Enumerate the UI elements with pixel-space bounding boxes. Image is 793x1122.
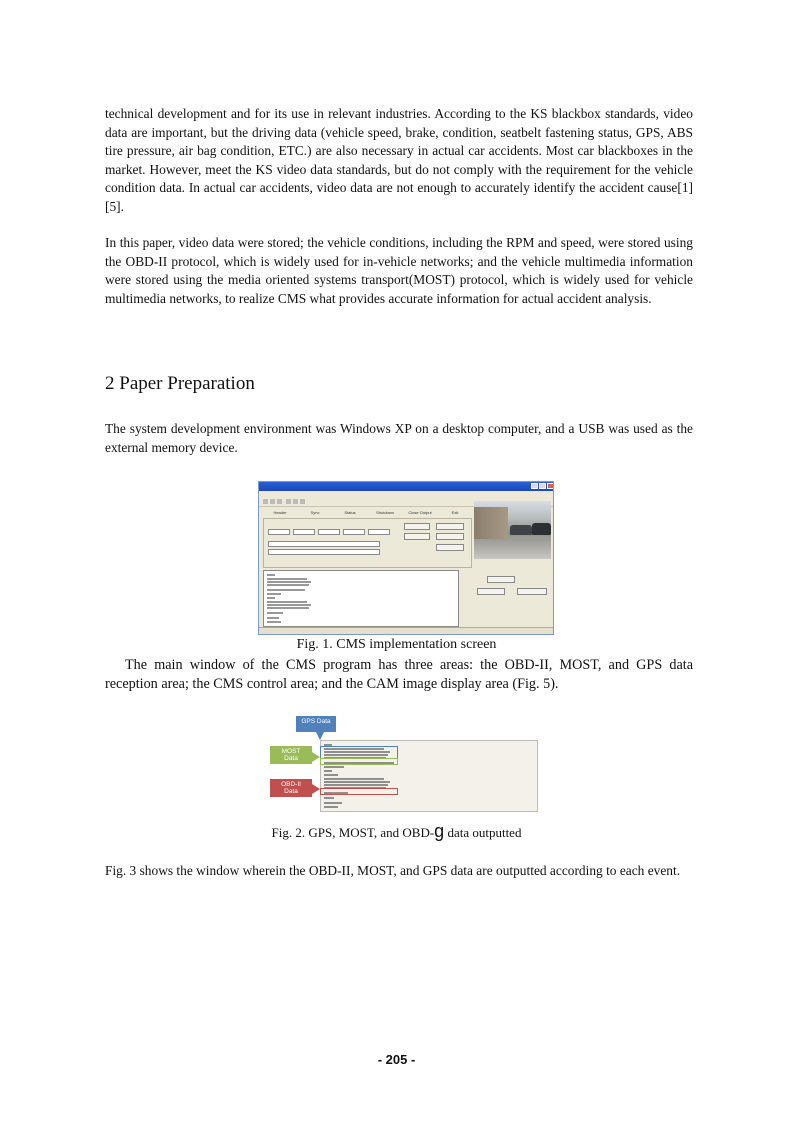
- most-label-line1: MOST: [281, 748, 301, 755]
- tab-sync: Sync: [310, 510, 320, 515]
- figure-1-caption: Fig. 1. CMS implementation screen: [296, 637, 497, 652]
- section-heading: 2 Paper Preparation: [105, 373, 255, 394]
- minimize-icon: [531, 483, 538, 489]
- close-icon: [547, 483, 554, 489]
- most-data-callout: [270, 746, 312, 764]
- figure-1-cms-screenshot: [258, 481, 554, 635]
- figure-2-caption-suffix: data outputted: [444, 825, 522, 840]
- figure-2-caption-prefix: Fig. 2. GPS, MOST, and OBD-: [271, 825, 435, 840]
- tab-header: Header: [273, 510, 287, 515]
- section-paragraph-2: The main window of the CMS program has three areas: the OBD-II, MOST, and GPS data reception area; the CMS control area; and the CAM image display area (Fig. 5).: [105, 657, 693, 692]
- section-paragraph-1: The system development environment was Windows XP on a desktop computer, and a USB was used as the external memory device.: [105, 421, 693, 455]
- action-button: [487, 576, 515, 583]
- tab-status: Status: [344, 510, 356, 515]
- menu-bar: [259, 491, 553, 498]
- action-button: [477, 588, 505, 595]
- tab-exit: Exit: [451, 510, 459, 515]
- tab-close-output: Close Output: [408, 510, 432, 515]
- page-number: - 205 -: [377, 1052, 416, 1067]
- action-button: [517, 588, 547, 595]
- control-panel: [263, 518, 472, 568]
- window-titlebar: [259, 482, 553, 491]
- tab-shutdown: Shutdown: [376, 510, 394, 515]
- obd-label-line1: OBD-II: [281, 781, 301, 788]
- status-bar: [259, 627, 553, 634]
- maximize-icon: [539, 483, 546, 489]
- camera-image: [474, 501, 551, 559]
- figure-2-caption-glyph: g: [434, 821, 445, 841]
- gps-data-callout: [296, 716, 336, 732]
- gps-data-label: GPS Data: [301, 718, 331, 725]
- most-label-line2: Data: [284, 755, 298, 762]
- data-log: [263, 570, 459, 627]
- intro-paragraph-1: technical development and for its use in relevant industries. According to the KS blackbox standards, video data are important, but the driving data (vehicle speed, brake, condition, seatbelt fastening status, GPS, ABS tire pressure, air bag condition, ETC.) are also necessary in actual car accidents. Most car blackboxes in the market. However, meet the KS video data standards, but do not comply with the requirement for the vehicle condition data. In actual car accidents, video data are not enough to accurately identify the accident cause[1][5].: [105, 106, 693, 214]
- obd-data-callout: [270, 779, 312, 797]
- tab-strip: [263, 509, 475, 517]
- figure-2-caption: [0, 822, 793, 842]
- obd-label-line2: Data: [284, 788, 298, 795]
- figure-2-data-output: [268, 712, 542, 813]
- intro-paragraph-2: In this paper, video data were stored; the vehicle conditions, including the RPM and speed, were stored using the OBD-II protocol, which is widely used for in-vehicle networks; and the vehicle multimedia information were stored using the media oriented systems transport(MOST) protocol, which is widely used for vehicle multimedia networks, to realize CMS what provides accurate information for actual accident analysis.: [105, 235, 693, 306]
- section-paragraph-3: Fig. 3 shows the window wherein the OBD-II, MOST, and GPS data are outputted according to each event.: [105, 863, 681, 878]
